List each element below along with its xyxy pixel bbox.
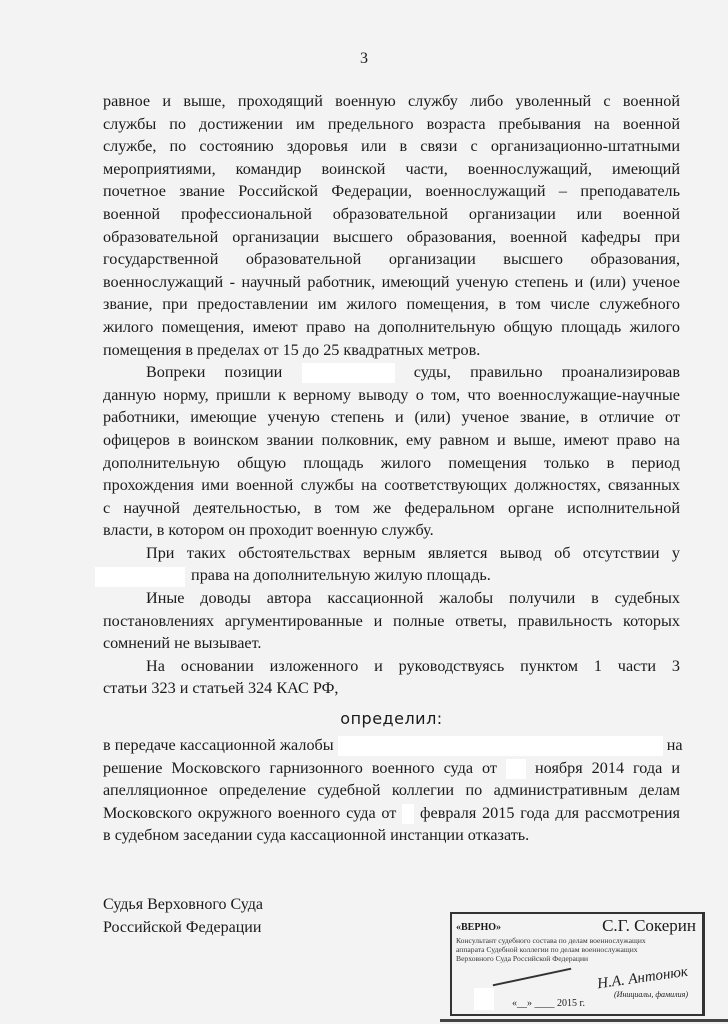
text-line: в судебном заседании суда кассационной инстанции отказать. xyxy=(103,826,530,845)
text-segment: февраля 2015 года для рассмотрения xyxy=(420,803,681,822)
text-line: звание, при предоставлении им жилого помещения, в том числе служебного xyxy=(103,295,680,314)
redaction xyxy=(402,804,414,824)
handwritten-signature: Н.А. Антонюк xyxy=(596,963,689,993)
signature-scrawl xyxy=(493,968,572,987)
text-line: помещения в пределах от 15 до 25 квадратных метров. xyxy=(103,340,481,359)
stamp-caption: (Инициалы, фамилия) xyxy=(614,990,688,999)
text-line: работники, имеющие ученую степень и (или) ученое звание, в отличие от xyxy=(103,408,680,427)
paragraph-other-arguments xyxy=(103,587,680,655)
text-segment: на xyxy=(666,736,683,755)
paragraph-basis xyxy=(103,655,680,700)
text-line: офицеров в воинском звании полковник, ему равном и выше, имеют право на xyxy=(103,430,680,449)
text-line: службе, по состоянию здоровья или в связи с организационно-штатными xyxy=(103,137,680,156)
redaction xyxy=(302,363,395,383)
paragraph-norm xyxy=(103,90,680,361)
document-body xyxy=(103,90,683,847)
text-line xyxy=(103,802,680,825)
text-line: службы по достижении им предельного возраста пребывания на военной xyxy=(103,114,680,133)
text-line xyxy=(103,757,680,780)
text-line: дополнительную общую площадь жилого помещения только в период xyxy=(103,453,680,472)
text-line: почетное звание Российской Федерации, военнослужащий – преподаватель xyxy=(103,182,680,201)
text-line: статьи 323 и статьей 324 КАС РФ, xyxy=(103,679,339,698)
text-line: жилого помещения, имеют право на дополнительную общую площадь жилого xyxy=(103,317,680,336)
text-line: военной профессиональной образовательной организации или военной xyxy=(103,204,680,223)
scan-edge-line xyxy=(440,1019,728,1022)
text-line: постановлениях аргументированные и полные ответы, правильность которых xyxy=(103,611,680,630)
text-segment: Московского окружного военного суда от xyxy=(103,803,397,822)
ruling-text xyxy=(103,734,683,847)
text-line: На основании изложенного и руководствуясь пунктом 1 части 3 xyxy=(146,656,680,675)
paragraph-contrary xyxy=(103,361,680,542)
text-line: равное и выше, проходящий военную службу либо уволенный с военной xyxy=(103,92,680,110)
text-segment: в передаче кассационной жалобы xyxy=(103,736,334,755)
stamp-date: «__» ____ 2015 г. xyxy=(512,998,585,1009)
redaction xyxy=(338,736,663,756)
text-line: апелляционное определение судебной коллегии по административным делам xyxy=(103,781,680,800)
judge-name: С.Г. Сокерин xyxy=(602,916,696,935)
redaction xyxy=(95,567,185,587)
redaction xyxy=(474,988,494,1010)
text-line xyxy=(103,361,680,384)
text-line: При таких обстоятельствах верным является вывод об отсутствии у xyxy=(146,543,680,562)
text-line: образовательной организации высшего образования, военной кафедры при xyxy=(103,227,680,246)
text-segment: суды, правильно проанализировав xyxy=(413,363,681,382)
text-line xyxy=(103,564,680,587)
text-line: прохождения ими военной службы на соответствующих должностях, связанных xyxy=(103,476,680,495)
page-number: 3 xyxy=(360,50,368,67)
certification-stamp xyxy=(450,912,705,1016)
text-line: сомнений не вызывает. xyxy=(103,634,262,653)
text-line: мероприятиями, командир воинской части, военнослужащий, имеющий xyxy=(103,159,680,178)
text-line: власти, в котором он проходит военную службу. xyxy=(103,521,434,540)
text-line: Иные доводы автора кассационной жалобы получили в судебных xyxy=(146,589,680,608)
ruling-heading: определил: xyxy=(340,709,443,729)
text-line: военнослужащий - научный работник, имеющий ученую степень и (или) ученое xyxy=(103,272,680,291)
text-segment: ноября 2014 года и xyxy=(535,758,681,777)
text-line: данную норму, пришли к верному выводу о том, что военнослужащие-научные xyxy=(103,385,680,404)
stamp-description: Консультант судебного состава по делам военнослужащих аппарата Судебной коллегии по делам военнослужащих Верховного Суда Российской Федерации xyxy=(456,936,646,963)
text-segment: Вопреки позиции xyxy=(146,363,283,382)
text-line: государственной образовательной организации высшего образования, xyxy=(103,250,680,269)
judge-title: Российской Федерации xyxy=(103,919,262,936)
text-segment: решение Московского гарнизонного военного суда от xyxy=(103,758,498,777)
judge-signature-block xyxy=(103,893,263,939)
stamp-verno: «ВЕРНО» xyxy=(456,922,502,933)
judge-title: Судья Верховного Суда xyxy=(103,896,264,913)
redaction xyxy=(506,759,526,779)
text-segment: права на дополнительную жилую площадь. xyxy=(191,566,491,585)
text-line: с научной деятельностью, в том же федеральном органе исполнительной xyxy=(103,498,680,517)
text-line xyxy=(103,734,683,757)
paragraph-conclusion xyxy=(103,542,680,587)
